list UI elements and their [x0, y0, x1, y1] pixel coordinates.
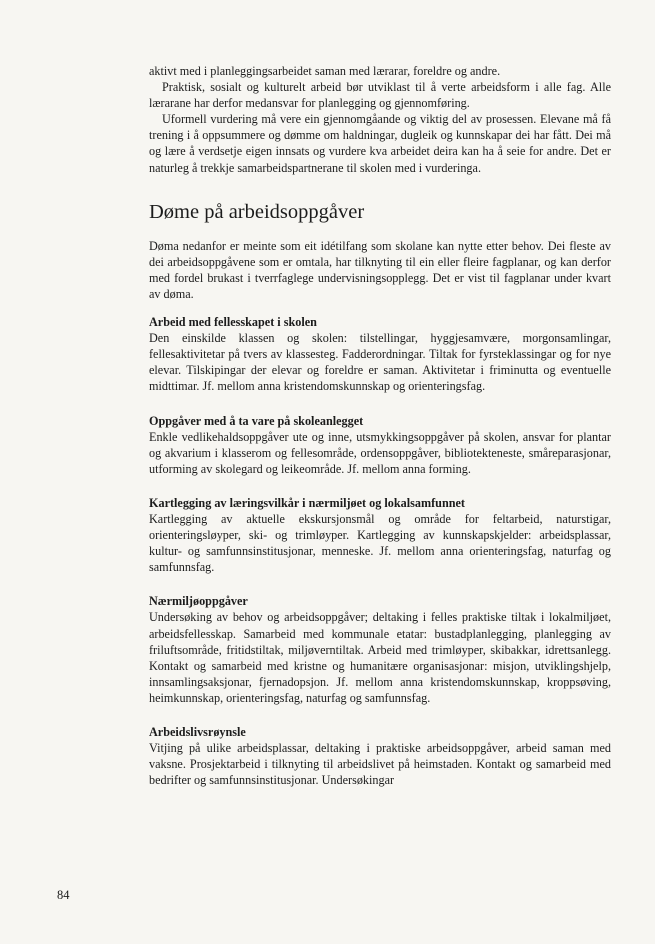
section-body: Vitjing på ulike arbeidsplassar, deltaking i praktiske arbeidsoppgåver, arbeid saman med vaksne. Prosjektarbeid i tilknyting til arbeidslivet på heimstaden. Kontakt og samarbeid med bedrifter og samfunnsinstitusjonar. Undersøkingar — [149, 741, 611, 788]
section-body: Den einskilde klassen og skolen: tilstellingar, hyggjesamvære, morgonsamlingar, fellesaktivitetar på tvers av klassesteg. Fadderordningar. Tiltak for fyrsteklassingar og for nye elevar. Tilskipingar der elevar og foreldre er saman. Aktivitetar i friminutta og eventuelle midttimar. Jf. mellom anna kristendomskunnskap og orienteringsfag. — [149, 331, 611, 394]
section-kartlegging — [149, 495, 611, 575]
section-body: Enkle vedlikehaldsoppgåver ute og inne, utsmykkingsoppgåver på skolen, ansvar for plantar og akvarium i klasserom og fellesområde, ordensoppgåver, bibliotekteneste, småreparasjonar, utforming av skolegard og leikeområde. Jf. mellom anna forming. — [149, 429, 611, 476]
lead-paragraph: Døma nedanfor er meinte som eit idétilfang som skolane kan nytte etter behov. Dei fleste av dei arbeidsoppgåvene som er omtala, har tilknyting til ein eller fleire fagplanar, og kan derfor med fordel brukast i tverrfaglege undervisningsopplegg. Det er vist til fagplanar under kvart av døma. — [149, 238, 611, 301]
intro-paragraph-2: Praktisk, sosialt og kulturelt arbeid bør utviklast til å verte arbeidsform i alle fag. Alle lærarane har derfor medansvar for planlegging og gjennomføring. — [149, 80, 611, 111]
section-naermiljo — [149, 593, 611, 706]
text-column — [149, 63, 611, 806]
section-title: Oppgåver med å ta vare på skoleanlegget — [149, 413, 364, 428]
section-heading: Døme på arbeidsoppgåver — [149, 200, 365, 223]
section-fellesskapet — [149, 314, 611, 394]
section-arbeidsliv — [149, 724, 611, 788]
intro-paragraph-3: Uformell vurdering må vere ein gjennomgåande og viktig del av prosessen. Elevane må få trening i å oppsummere og dømme om haldningar, dugleik og kunnskapar dei har fått. Dei må og lære å verdsetje eigen innsats og vurdere kva arbeidet deira kan ha å seie for andre. Det er naturleg å trekkje samarbeidspartnerane til skolen med i vurderinga. — [149, 112, 611, 175]
section-skoleanlegget — [149, 413, 611, 477]
intro-paragraph-1: aktivt med i planleggingsarbeidet saman med lærarar, foreldre og andre. — [149, 64, 501, 78]
section-title: Arbeidslivsrøynsle — [149, 725, 246, 739]
section-title: Nærmiljøoppgåver — [149, 594, 248, 609]
page-number: 84 — [57, 888, 70, 902]
section-title: Arbeid med fellesskapet i skolen — [149, 315, 317, 330]
section-body: Kartlegging av aktuelle ekskursjonsmål og område for feltarbeid, naturstigar, orienteringsløyper, ski- og trimløyper. Kartlegging av kunnskapskjelder: arbeidsplassar, kultur- og samfunnsinstitusjonar, menneske. Jf. mellom anna orienteringsfag, naturfag og samfunnsfag. — [149, 511, 611, 575]
section-body: Undersøking av behov og arbeidsoppgåver; deltaking i felles praktiske tiltak i lokalmiljøet, arbeidsfellesskap. Samarbeid med kommunale etatar: bustadplanlegging, planlegging av friluftsområde, fritidstiltak, miljøverntiltak. Arbeid med trimløyper, skibakkar, idrettsanlegg. Kontakt og samarbeid med kristne og humanitære organisasjonar: misjon, utviklingshjelp, innsamlingsaksjonar, fjernadopsjon. Jf. mellom anna kristendomskunnskap, kroppsøving, heimkunnskap, orienteringsfag, naturfag og samfunnsfag. — [149, 610, 611, 705]
section-title: Kartlegging av læringsvilkår i nærmiljøet og lokalsamfunnet — [149, 495, 465, 510]
